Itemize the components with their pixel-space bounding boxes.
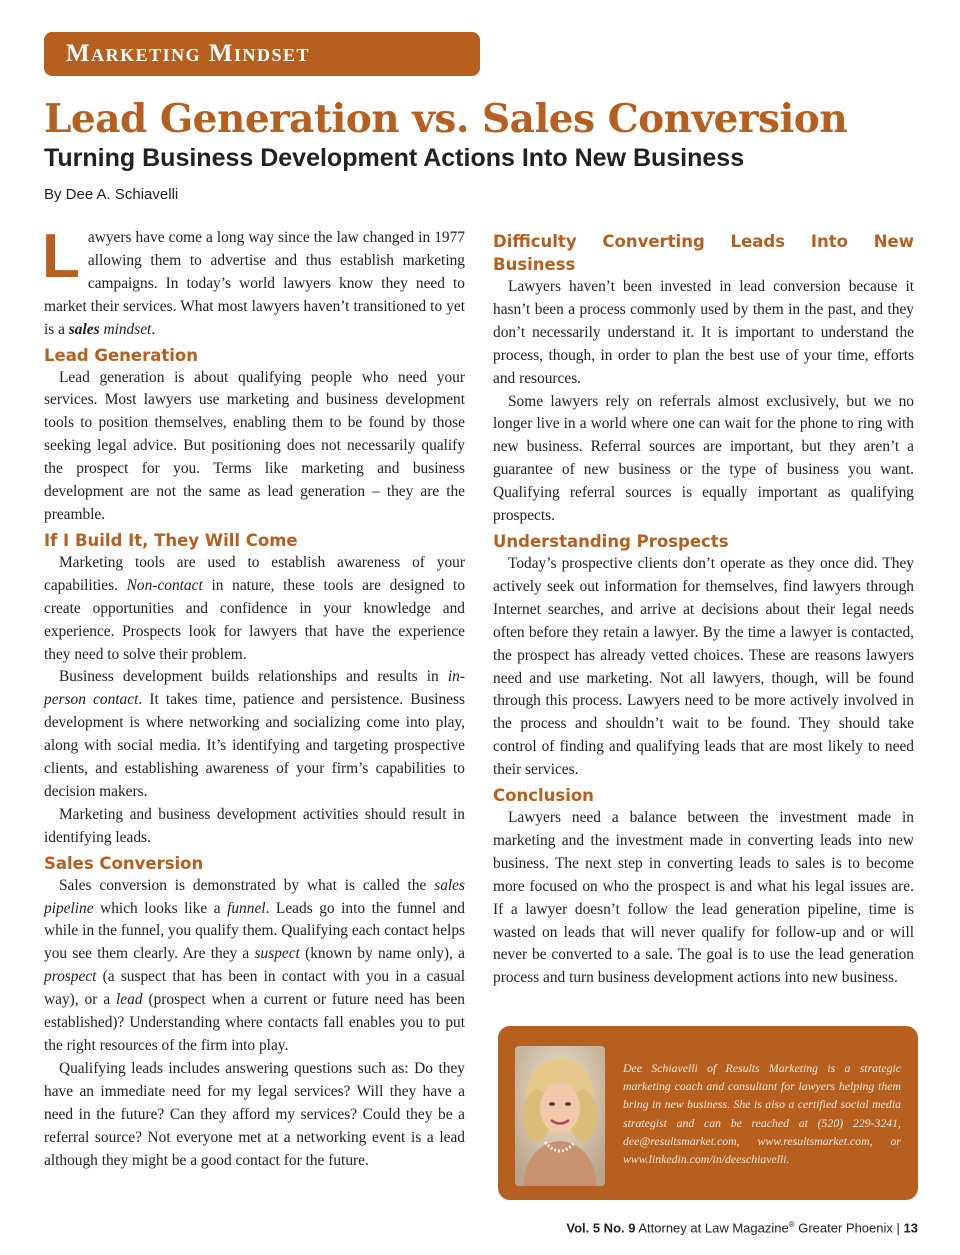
sales1-text-e: (a suspect that has been in contact with you in a casual way), or a <box>44 968 465 1009</box>
build2-text-b: . It takes time, patience and persistence. Business development is where networking and socializing come into play, along with social media. It’s identifying and targeting prospective clients, and establishing awareness of your firm’s capabilities to decision makers. <box>44 691 465 800</box>
footer-volume: Vol. 5 No. 9 <box>566 1220 636 1236</box>
understanding-paragraph: Today’s prospective clients don’t operate as they once did. They actively seek out information for themselves, find lawyers through Internet searches, and arrive at decisions about their legal needs often before they retain a lawyer. By the time a lawyer is contacted, the prospect has already vetted choices. These are reasons lawyers need and use marketing. Not all lawyers, though, will be found through this process. Lawyers need to be more actively involved in the process and shouldn’t wait to be found. They should take control of finding and qualifying leads that are most likely to need their services. <box>493 554 914 779</box>
lead-generation-paragraph: Lead generation is about qualifying people who need your services. Most lawyers use marketing and business development tools to position themselves, enabling them to be found by those seeking legal advice. But positioning does not necessarily qualify the prospect for you. Terms like marketing and business development are not the same as lead generation – they are the preamble. <box>44 368 465 523</box>
page-footer <box>566 1220 918 1235</box>
build1-text-a: Marketing tools are used to establish awareness of your capabilities. <box>44 553 465 594</box>
sales-paragraph-2: Qualifying leads includes answering questions such as: Do they have an immediate need for my legal services? Will they have a need in the future? Can they afford my services? Could they be a referral source? Not everyone met at a networking event is a lead although they might be a good contact for the future. <box>44 1059 465 1169</box>
footer-magazine: Attorney at Law Magazine <box>638 1220 789 1236</box>
build2-text-a: Business development builds relationships and results in <box>59 668 448 686</box>
sales1-emphasis-prospect: prospect <box>44 968 97 986</box>
footer-page-number: 13 <box>903 1220 918 1236</box>
sales1-emphasis-suspect: suspect <box>254 945 300 963</box>
build-paragraph-2 <box>44 666 465 803</box>
build-paragraph-1 <box>44 552 465 667</box>
sales1-text-f: (prospect when a current or future need has been established)? Understanding where contacts fall enables you to put the right resources of the firm into play. <box>44 991 465 1054</box>
intro-paragraph <box>42 222 465 342</box>
section-banner <box>44 32 480 76</box>
heading-conclusion: Conclusion <box>493 786 594 806</box>
heading-lead-generation: Lead Generation <box>44 345 198 365</box>
intro-mindset-emphasis: mindset <box>103 320 152 338</box>
heading-difficulty: Difficulty Converting Leads Into New Business <box>493 232 914 274</box>
conclusion-paragraph: Lawyers need a balance between the investment made in marketing and the investment made in converting leads into new business. The next step in converting leads to sales is to become more focused on who the prospect is and what his legal issues are. If a lawyer doesn’t follow the lead generation pipeline, time is wasted on leads that will never qualify for follow-up and or will never be converted to a sale. The goal is to use the lead generation process and turn business development actions into new business. <box>493 809 914 987</box>
heading-understanding: Understanding Prospects <box>493 531 729 551</box>
difficulty-paragraph-1: Lawyers haven’t been invested in lead conversion because it hasn’t been a process commonly used by them in the past, and they don’t necessarily understand it. It is important to understand the process, though, in order to plan the best use of your time, efforts and resources. <box>493 278 914 387</box>
drop-cap: L <box>42 222 80 291</box>
footer-registered-mark: ® <box>788 1220 795 1229</box>
sales1-emphasis-funnel: funnel <box>227 899 266 917</box>
sales1-text-c: . Leads go into the funnel and while in the funnel, you qualify them. Qualifying each contact helps you see them clearly. Are they a <box>44 899 465 963</box>
sales1-text-b: which looks like a <box>93 899 228 917</box>
heading-build-it: If I Build It, They Will Come <box>44 530 298 550</box>
sales1-text-a: Sales conversion is demonstrated by what is called the <box>59 876 435 894</box>
intro-end: . <box>151 320 156 338</box>
article-title: Lead Generation vs. Sales Conversion <box>44 96 848 142</box>
author-portrait-icon <box>515 1046 605 1186</box>
byline: By Dee A. Schiavelli <box>44 186 179 203</box>
intro-sales-emphasis: sales <box>68 320 100 338</box>
author-bio-text: Dee Schiavelli of Results Marketing is a strategic marketing coach and consultant for lawyers helping them bring in new business. She is also a certified social media strategist and can be reached at (520) 229-3241, dee@resultsmarket.com, www.resultsmarket.com, or www.linkedin.com/in/deeschiavelli. <box>623 1061 901 1167</box>
build2-emphasis: in-person contact <box>44 668 465 709</box>
article-subtitle: Turning Business Development Actions Into New Business <box>44 144 745 172</box>
sales-paragraph-1 <box>44 875 465 1058</box>
right-column <box>493 230 914 990</box>
heading-sales-conversion: Sales Conversion <box>44 853 204 873</box>
sales1-emphasis-lead: lead <box>116 991 143 1009</box>
footer-edition: Greater Phoenix <box>798 1220 893 1236</box>
build-paragraph-3: Marketing and business development activities should result in identifying leads. <box>44 805 465 846</box>
section-banner-label: Marketing Mindset <box>66 40 310 67</box>
intro-text: awyers have come a long way since the law changed in 1977 allowing them to advertise and thus establish marketing campaigns. In today’s world lawyers know they need to market their services. What most lawyers haven’t transitioned to yet is a <box>44 229 465 338</box>
build1-text-b: in nature, these tools are designed to create opportunities and confidence in your knowledge and experience. Prospects look for lawyers that have the experience they need to solve their problem. <box>44 576 466 663</box>
footer-separator: | <box>896 1220 900 1236</box>
author-bio-box <box>498 1026 918 1200</box>
left-column <box>42 222 466 1172</box>
author-photo <box>515 1046 605 1186</box>
sales1-emphasis-pipeline: sales pipeline <box>44 876 465 917</box>
build1-emphasis: Non-contact <box>126 576 203 594</box>
difficulty-paragraph-2: Some lawyers rely on referrals almost exclusively, but we no longer live in a world where one can wait for the phone to ring with new business. Referral sources are important, but they aren’t a guarantee of new business or the type of business you want. Qualifying referral sources is equally important as qualifying prospects. <box>493 392 914 525</box>
sales1-text-d: (known by name only), a <box>299 945 465 963</box>
